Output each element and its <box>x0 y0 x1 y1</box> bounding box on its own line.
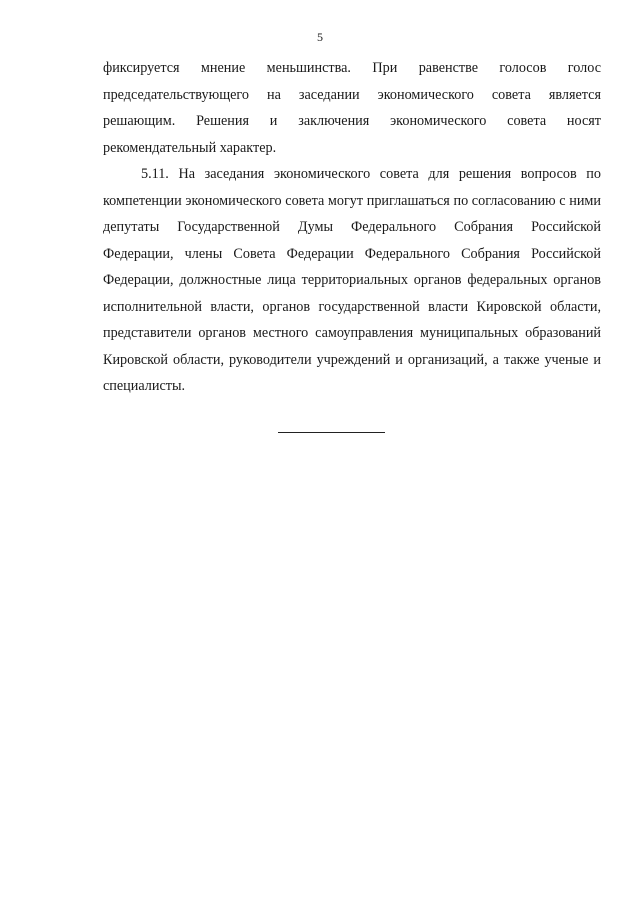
document-body <box>103 55 601 400</box>
paragraph-clause-5-11: 5.11. На заседания экономического совета для решения вопросов по компетенции экономического совета могут приглашаться по согласованию с ними депутаты Государственной Думы Федерального Собрания Российской Федерации, члены Совета Федерации Федерального Собрания Российской Федерации, должностные лица территориальных органов федеральных органов исполнительной власти, органов государственной власти Кировской области, представители органов местного самоуправления муниципальных образований Кировской области, руководители учреждений и организаций, а также ученые и специалисты. <box>103 166 601 394</box>
end-of-document-rule <box>278 432 385 433</box>
page-number: 5 <box>317 30 323 44</box>
paragraph-continuation: фиксируется мнение меньшинства. При равенстве голосов голос председательствующего на заседании экономического совета является решающим. Решения и заключения экономического совета носят рекомендательный характер. <box>103 60 601 156</box>
